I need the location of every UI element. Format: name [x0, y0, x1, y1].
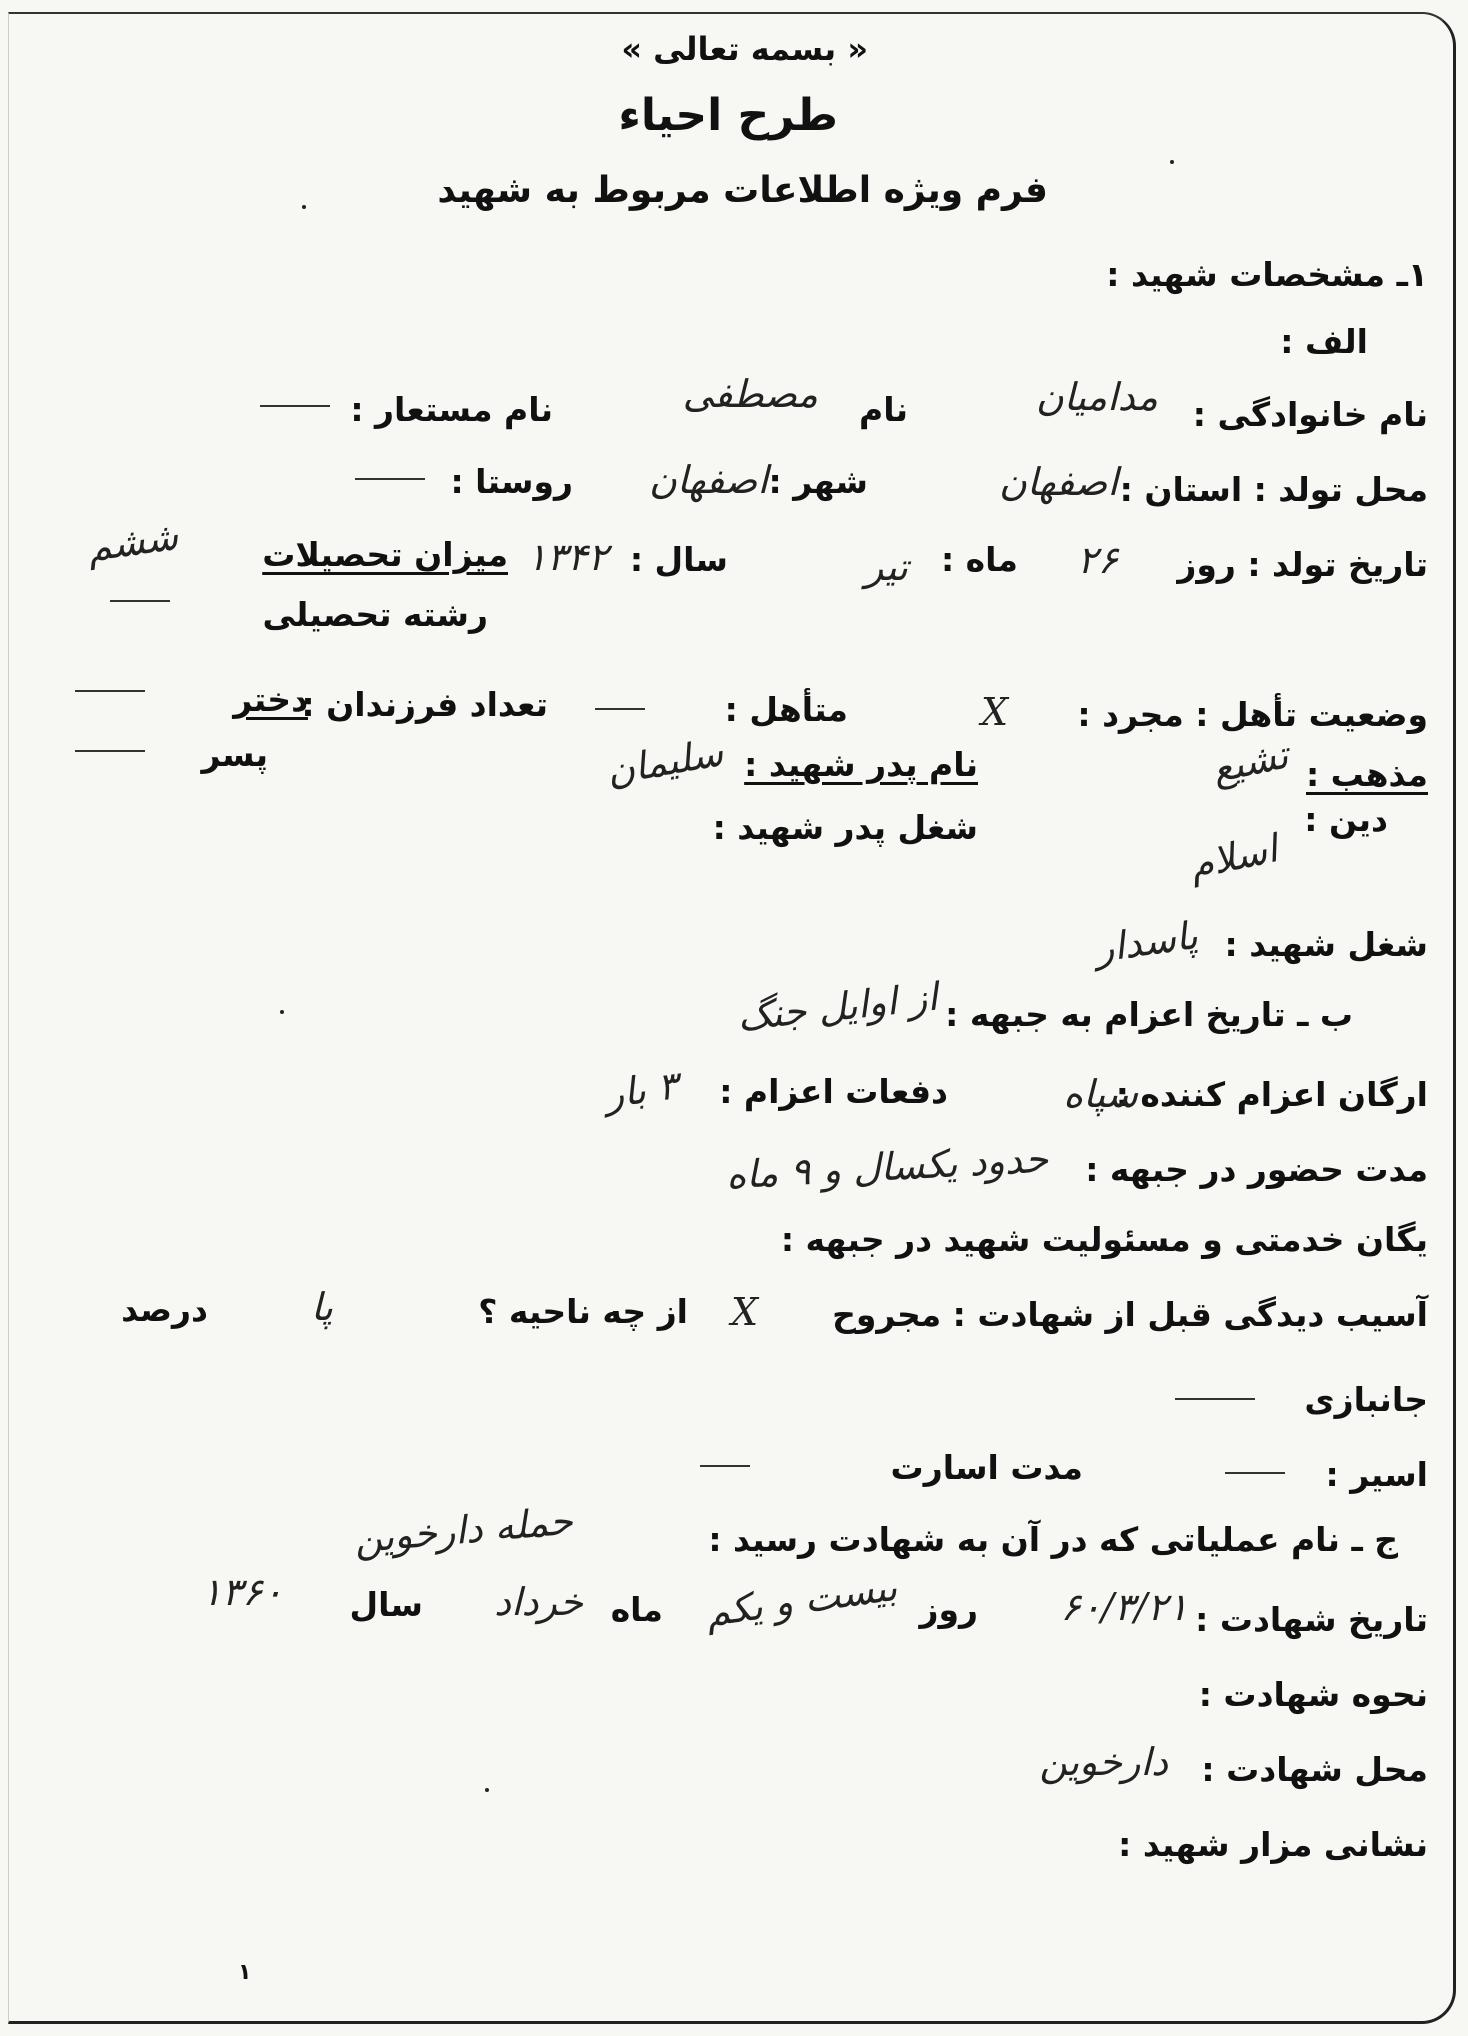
province-value: اصفهان: [998, 460, 1118, 504]
son-blank: [75, 750, 145, 752]
unit-responsibility-label: یگان خدمتی و مسئولیت شهید در جبهه :: [780, 1220, 1428, 1259]
education-level-label: میزان تحصیلات: [262, 535, 508, 574]
education-level-value: ششم: [84, 513, 181, 571]
form-subtitle: فرم ویژه اطلاعات مربوط به شهید: [437, 170, 1048, 211]
son-label: پسر: [201, 735, 268, 774]
martyrdom-year-value: ۱۳۶۰: [201, 1570, 283, 1614]
dispatch-count-label: دفعات اعزام :: [719, 1072, 948, 1111]
alias-blank: [260, 405, 330, 407]
martyrdom-place-label: محل شهادت :: [1201, 1750, 1428, 1789]
which-area-label: از چه ناحیه ؟: [478, 1292, 688, 1331]
city-value: اصفهان: [648, 458, 768, 502]
part-a-label: الف :: [1280, 322, 1368, 361]
city-label: شهر :: [768, 462, 868, 501]
speck: [302, 205, 306, 209]
page-number: ۱: [238, 1960, 252, 1985]
birth-month-value: تیر: [864, 545, 908, 589]
birthdate-label: تاریخ تولد : روز: [1177, 545, 1428, 584]
education-blank: [110, 600, 170, 602]
dispatch-count-value: ۳ بار: [602, 1063, 681, 1117]
family-name-value: مدامیان: [1035, 375, 1158, 419]
sect-label: مذهب :: [1306, 755, 1428, 794]
religion-value: اسلام: [1185, 826, 1282, 888]
marital-status-label: وضعیت تأهل : مجرد :: [1077, 695, 1428, 734]
alias-label: نام مستعار :: [350, 390, 553, 429]
veteran-blank: [1175, 1398, 1255, 1400]
invocation: « بسمه تعالی »: [621, 30, 868, 68]
village-label: روستا :: [450, 462, 573, 501]
marital-single-value: X: [980, 690, 1008, 734]
prisoner-label: اسیر :: [1325, 1455, 1428, 1494]
percent-label: درصد: [121, 1290, 208, 1329]
children-count-label: تعداد فرزندان :: [301, 685, 548, 724]
martyrdom-month-value: خرداد: [494, 1580, 583, 1624]
captivity-blank: [700, 1465, 750, 1467]
religion-label: دین :: [1304, 800, 1388, 839]
first-name-label: نام: [859, 390, 908, 429]
sect-value: تشیع: [1208, 732, 1292, 792]
form-title: طرح احیاء: [618, 90, 838, 141]
family-name-label: نام خانوادگی :: [1192, 395, 1428, 434]
martyrdom-date-label: تاریخ شهادت :: [1195, 1600, 1428, 1639]
martyrdom-month-label: ماه: [610, 1590, 663, 1629]
operation-label: ج ـ نام عملیاتی که در آن به شهادت رسید :: [708, 1520, 1398, 1559]
married-blank: [595, 708, 645, 710]
birthplace-label: محل تولد : استان :: [1119, 470, 1428, 509]
married-label: متأهل :: [724, 690, 848, 729]
field-of-study-label: رشته تحصیلی: [262, 595, 488, 634]
dispatching-org-value: سپاه: [1063, 1072, 1138, 1116]
operation-value: حمله دارخوین: [352, 1498, 575, 1562]
birth-month-label: ماه :: [941, 540, 1018, 579]
martyrdom-place-value: دارخوین: [1039, 1740, 1168, 1784]
dispatching-org-label: ارگان اعزام کننده :: [1115, 1075, 1428, 1114]
first-name-value: مصطفی: [682, 372, 818, 416]
martyrdom-year-label: سال: [349, 1585, 423, 1624]
father-name-value: سلیمان: [602, 730, 726, 794]
birth-year-value: ۱۳۴۲: [526, 535, 608, 579]
prisoner-blank: [1225, 1472, 1285, 1474]
front-duration-label: مدت حضور در جبهه :: [1085, 1150, 1428, 1189]
injury-label: آسیب دیدگی قبل از شهادت : مجروح: [832, 1295, 1428, 1334]
section1-heading: ۱ـ مشخصات شهید :: [1106, 255, 1428, 294]
martyrdom-day-label: روز: [919, 1590, 978, 1629]
wound-area-value: پا: [310, 1285, 333, 1329]
grave-address-label: نشانی مزار شهید :: [1118, 1825, 1428, 1864]
martyr-job-label: شغل شهید :: [1224, 925, 1428, 964]
father-job-label: شغل پدر شهید :: [712, 808, 978, 847]
speck: [1170, 160, 1174, 164]
birth-day-value: ۲۶: [1077, 538, 1118, 582]
daughter-blank: [75, 690, 145, 692]
martyr-job-value: پاسدار: [1092, 913, 1201, 971]
village-blank: [355, 478, 425, 480]
dispatch-date-label: ب ـ تاریخ اعزام به جبهه :: [945, 995, 1353, 1034]
speck: [280, 1010, 284, 1014]
daughter-label: دختر: [233, 680, 308, 719]
martyrdom-day-value: بیست و یکم: [703, 1564, 901, 1636]
martyrdom-date-value: ۶۰/۳/۲۱: [1060, 1585, 1188, 1629]
dispatch-date-value: از اوایل جنگ: [735, 974, 940, 1040]
captivity-duration-label: مدت اسارت: [890, 1448, 1083, 1487]
front-duration-value: حدود یکسال و ۹ ماه: [724, 1136, 1049, 1198]
veteran-label: جانبازی: [1304, 1380, 1428, 1419]
speck: [485, 1788, 489, 1792]
father-name-label: نام پدر شهید :: [744, 745, 978, 784]
birth-year-label: سال :: [629, 540, 728, 579]
martyrdom-manner-label: نحوه شهادت :: [1198, 1675, 1428, 1714]
wounded-value: X: [730, 1290, 758, 1334]
